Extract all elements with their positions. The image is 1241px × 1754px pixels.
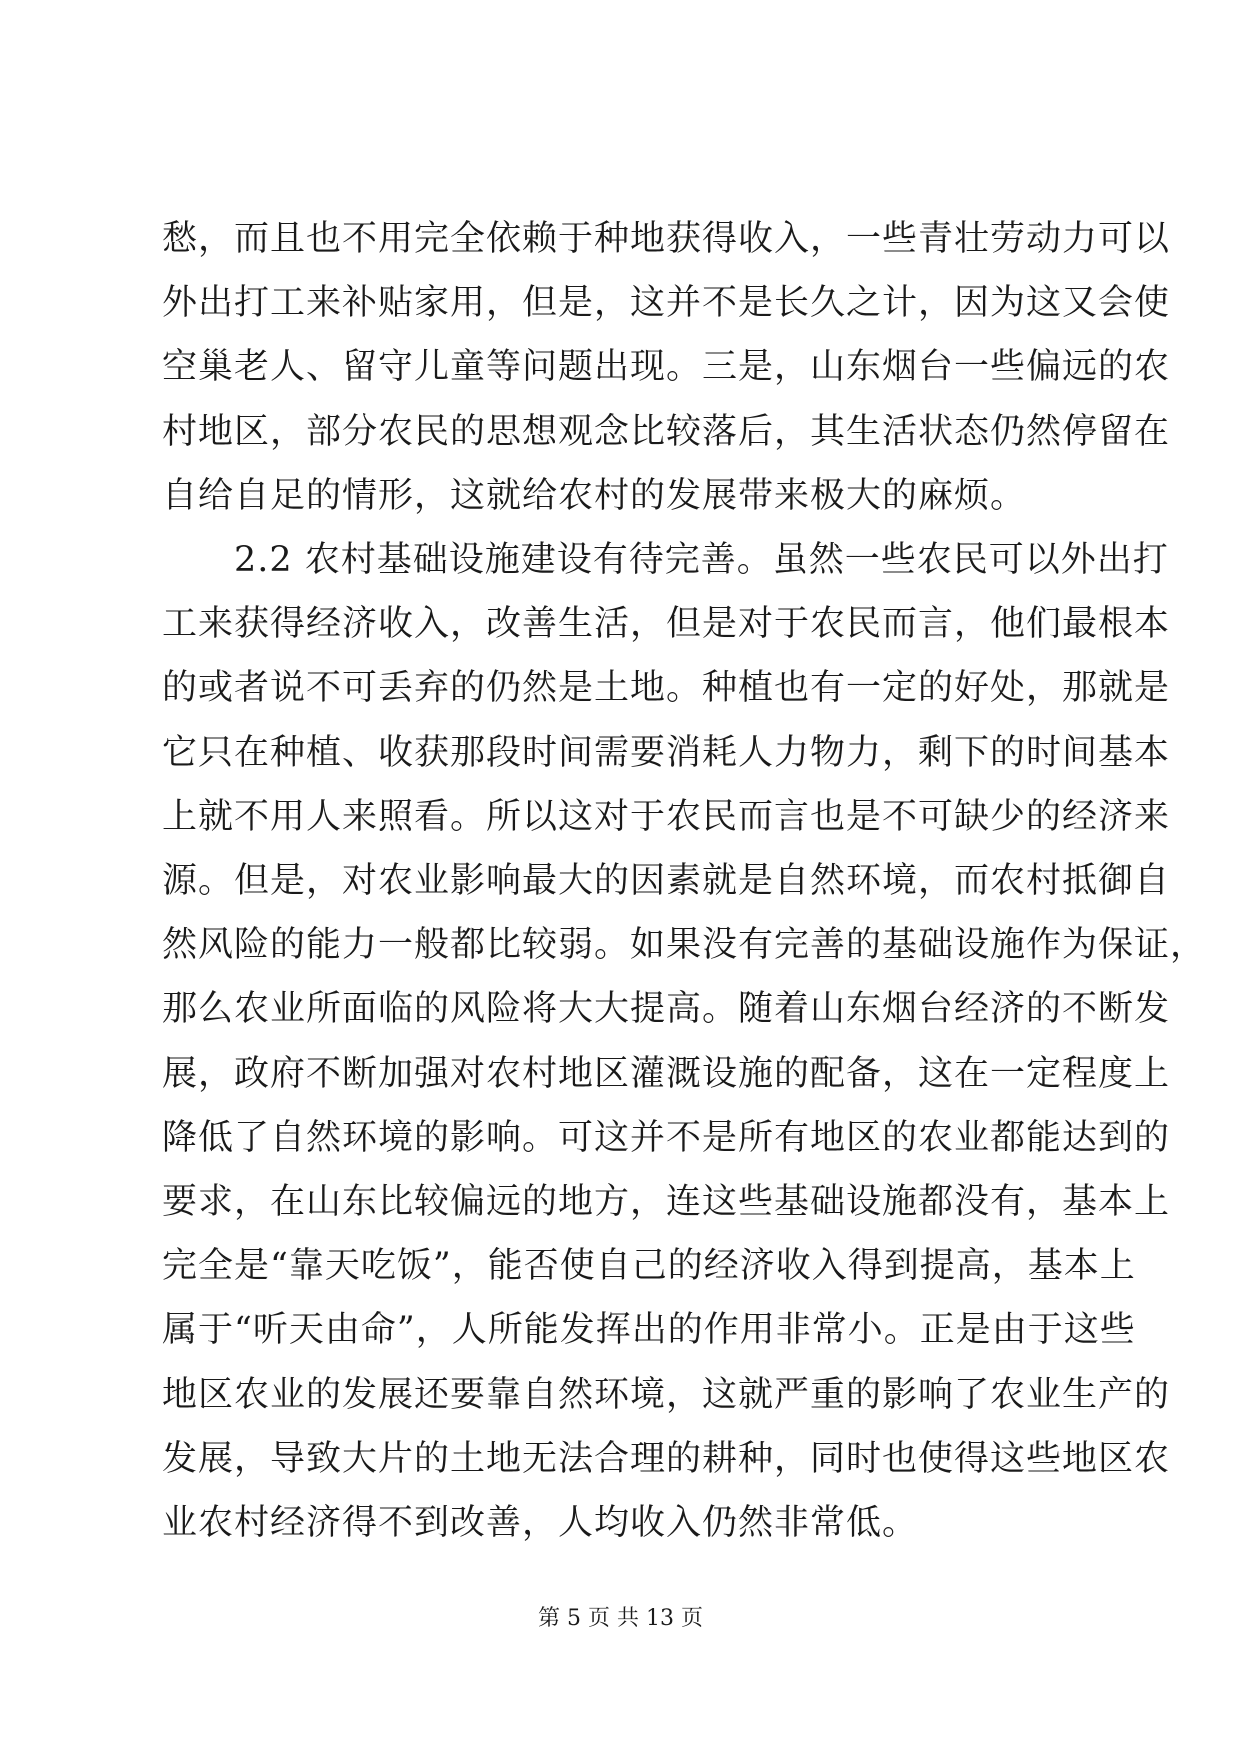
text-line: 工来获得经济收入，改善生活，但是对于农民而言，他们最根本 xyxy=(162,604,1171,645)
text-line: 属于“听天由命”，人所能发挥出的作用非常小。正是由于这些 xyxy=(162,1310,1136,1351)
text-line: 自给自足的情形，这就给农村的发展带来极大的麻烦。 xyxy=(162,475,1027,516)
text-line: 村地区，部分农民的思想观念比较落后，其生活状态仍然停留在 xyxy=(162,411,1171,452)
text-line: 它只在种植、收获那段时间需要消耗人力物力，剩下的时间基本 xyxy=(162,732,1171,773)
text-line: 降低了自然环境的影响。可这并不是所有地区的农业都能达到的 xyxy=(162,1117,1171,1158)
text-line: 外出打工来补贴家用，但是，这并不是长久之计，因为这又会使 xyxy=(162,283,1171,324)
text-line: 然风险的能力一般都比较弱。如果没有完善的基础设施作为保证， xyxy=(162,925,1207,966)
text-line: 源。但是，对农业影响最大的因素就是自然环境，而农村抵御自 xyxy=(162,861,1171,902)
text-line: 地区农业的发展还要靠自然环境，这就严重的影响了农业生产的 xyxy=(162,1374,1171,1415)
text-line: 发展，导致大片的土地无法合理的耕种，同时也使得这些地区农 xyxy=(162,1438,1171,1479)
text-line: 展，政府不断加强对农村地区灌溉设施的配备，这在一定程度上 xyxy=(162,1053,1171,1094)
page-number-footer: 第 5 页 共 13 页 xyxy=(538,1606,703,1631)
text-line: 2.2 农村基础设施建设有待完善。虽然一些农民可以外出打 xyxy=(162,540,1169,581)
text-line: 的或者说不可丢弃的仍然是土地。种植也有一定的好处，那就是 xyxy=(162,668,1171,709)
text-line: 要求，在山东比较偏远的地方，连这些基础设施都没有，基本上 xyxy=(162,1182,1171,1223)
paragraph-2 xyxy=(162,528,1207,1555)
document-body xyxy=(162,207,1207,1555)
text-line: 愁，而且也不用完全依赖于种地获得收入，一些青壮劳动力可以 xyxy=(162,219,1171,259)
text-line: 那么农业所面临的风险将大大提高。随着山东烟台经济的不断发 xyxy=(162,989,1171,1030)
paragraph-1 xyxy=(162,207,1171,528)
text-line: 完全是“靠天吃饭”，能否使自己的经济收入得到提高，基本上 xyxy=(162,1246,1136,1287)
text-line: 上就不用人来照看。所以这对于农民而言也是不可缺少的经济来 xyxy=(162,796,1171,837)
text-line: 空巢老人、留守儿童等问题出现。三是，山东烟台一些偏远的农 xyxy=(162,347,1171,388)
text-line: 业农村经济得不到改善，人均收入仍然非常低。 xyxy=(162,1503,919,1544)
